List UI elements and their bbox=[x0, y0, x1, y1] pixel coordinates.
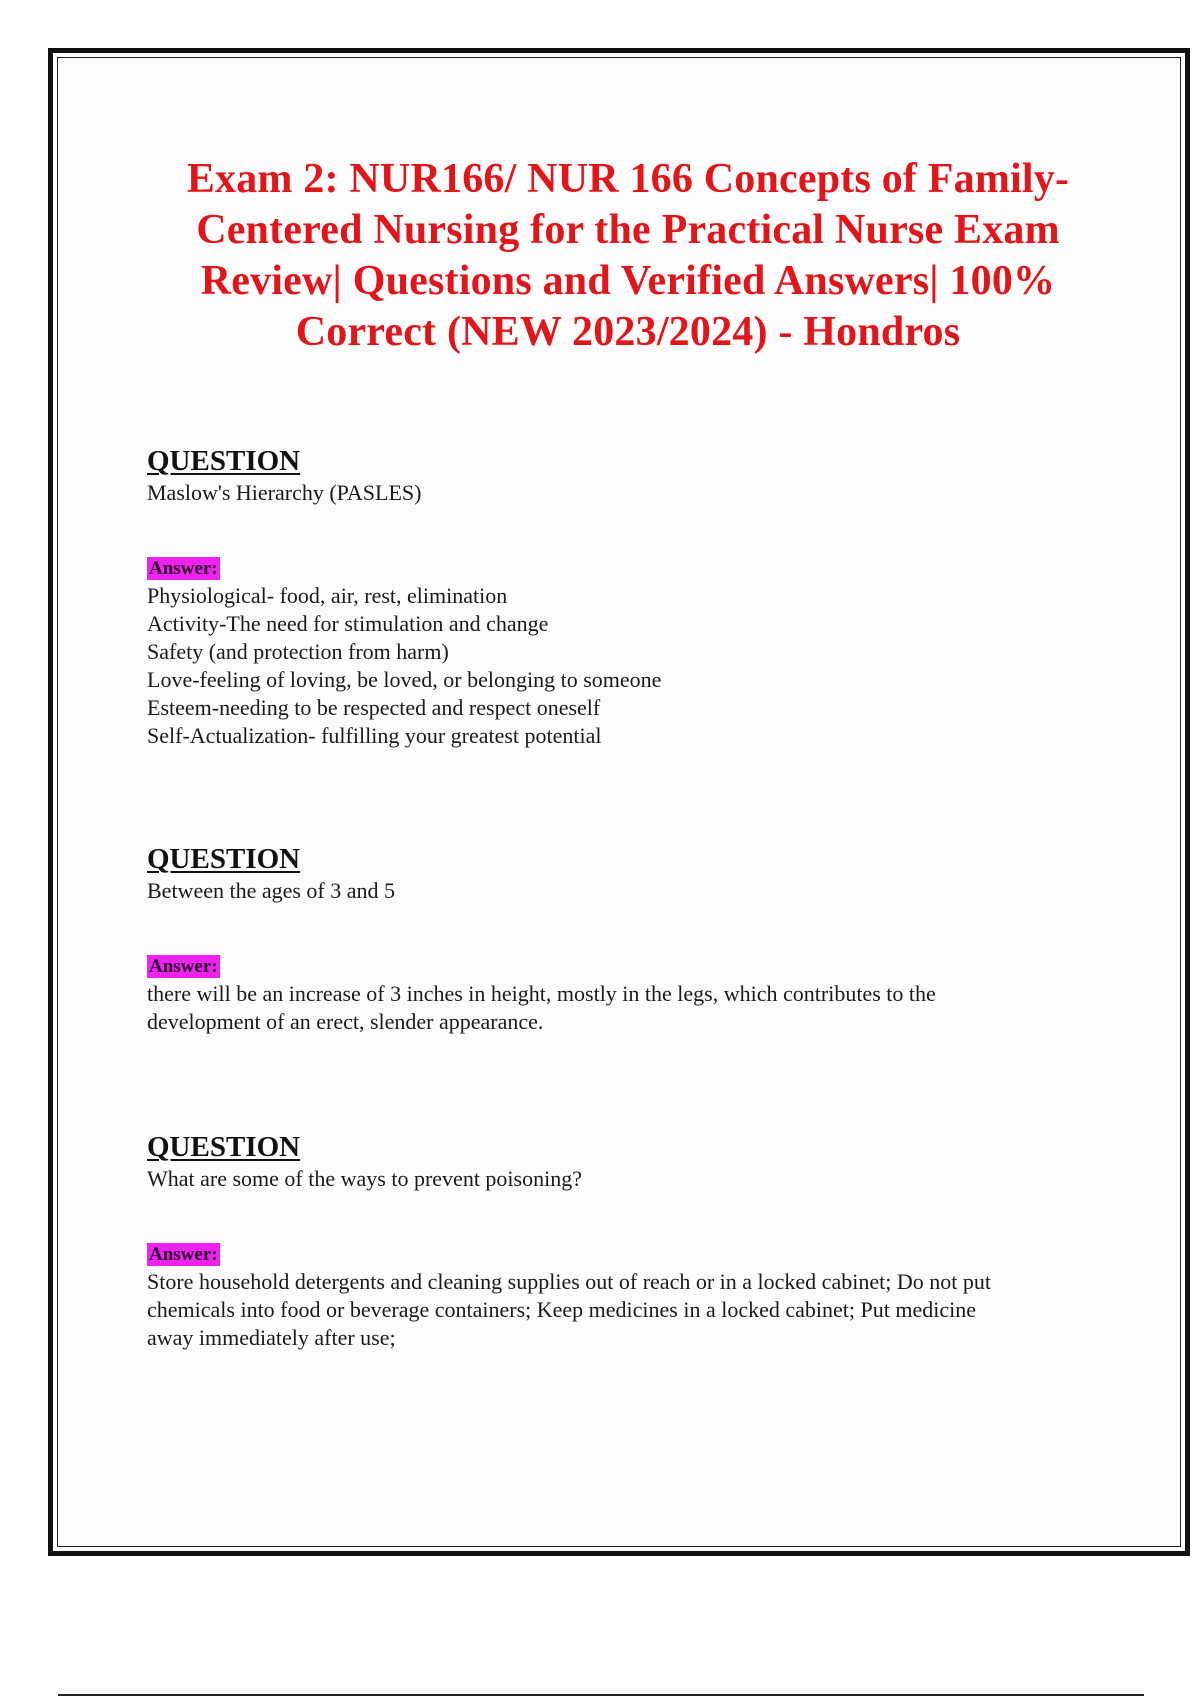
question-text: Maslow's Hierarchy (PASLES) bbox=[147, 480, 422, 505]
answer-label: Answer: bbox=[149, 956, 218, 977]
answer-text bbox=[147, 980, 1147, 1036]
answer-line: Safety (and protection from harm) bbox=[147, 639, 449, 664]
question-text: What are some of the ways to prevent poisoning? bbox=[147, 1166, 582, 1191]
page-border-inner bbox=[57, 57, 1181, 1547]
answer-line: Love-feeling of loving, be loved, or belonging to someone bbox=[147, 667, 662, 692]
answer-line: Self-Actualization- fulfilling your greatest potential bbox=[147, 723, 602, 748]
answer-text bbox=[147, 1268, 1147, 1352]
answer-line: chemicals into food or beverage containers; Keep medicines in a locked cabinet; Put medicine bbox=[147, 1297, 976, 1322]
answer-text bbox=[147, 582, 1147, 750]
question-heading: QUESTION bbox=[147, 843, 301, 875]
question-heading: QUESTION bbox=[147, 445, 301, 477]
qa-block-1 bbox=[147, 445, 1147, 750]
footer-divider bbox=[58, 1694, 1144, 1696]
question-text: Between the ages of 3 and 5 bbox=[147, 878, 396, 903]
answer-line: Esteem-needing to be respected and respect oneself bbox=[147, 695, 601, 720]
document-title: Exam 2: NUR166/ NUR 166 Concepts of Family-Centered Nursing for the Practical Nurse Exam Review| Questions and Verified Answers| 100% Correct (NEW 2023/2024) - Hondros bbox=[186, 156, 1070, 355]
page-border-outer bbox=[48, 48, 1190, 1556]
answer-line: development of an erect, slender appearance. bbox=[147, 1009, 544, 1034]
answer-line: there will be an increase of 3 inches in height, mostly in the legs, which contributes to the bbox=[147, 981, 936, 1006]
answer-line: away immediately after use; bbox=[147, 1325, 396, 1350]
question-heading: QUESTION bbox=[147, 1131, 301, 1163]
answer-line: Activity-The need for stimulation and change bbox=[147, 611, 549, 636]
answer-line: Physiological- food, air, rest, elimination bbox=[147, 583, 508, 608]
answer-label: Answer: bbox=[149, 1244, 218, 1265]
answer-label: Answer: bbox=[149, 558, 218, 579]
qa-block-2 bbox=[147, 843, 1147, 1036]
qa-block-3 bbox=[147, 1131, 1147, 1352]
answer-line: Store household detergents and cleaning supplies out of reach or in a locked cabinet; Do not put bbox=[147, 1269, 991, 1294]
